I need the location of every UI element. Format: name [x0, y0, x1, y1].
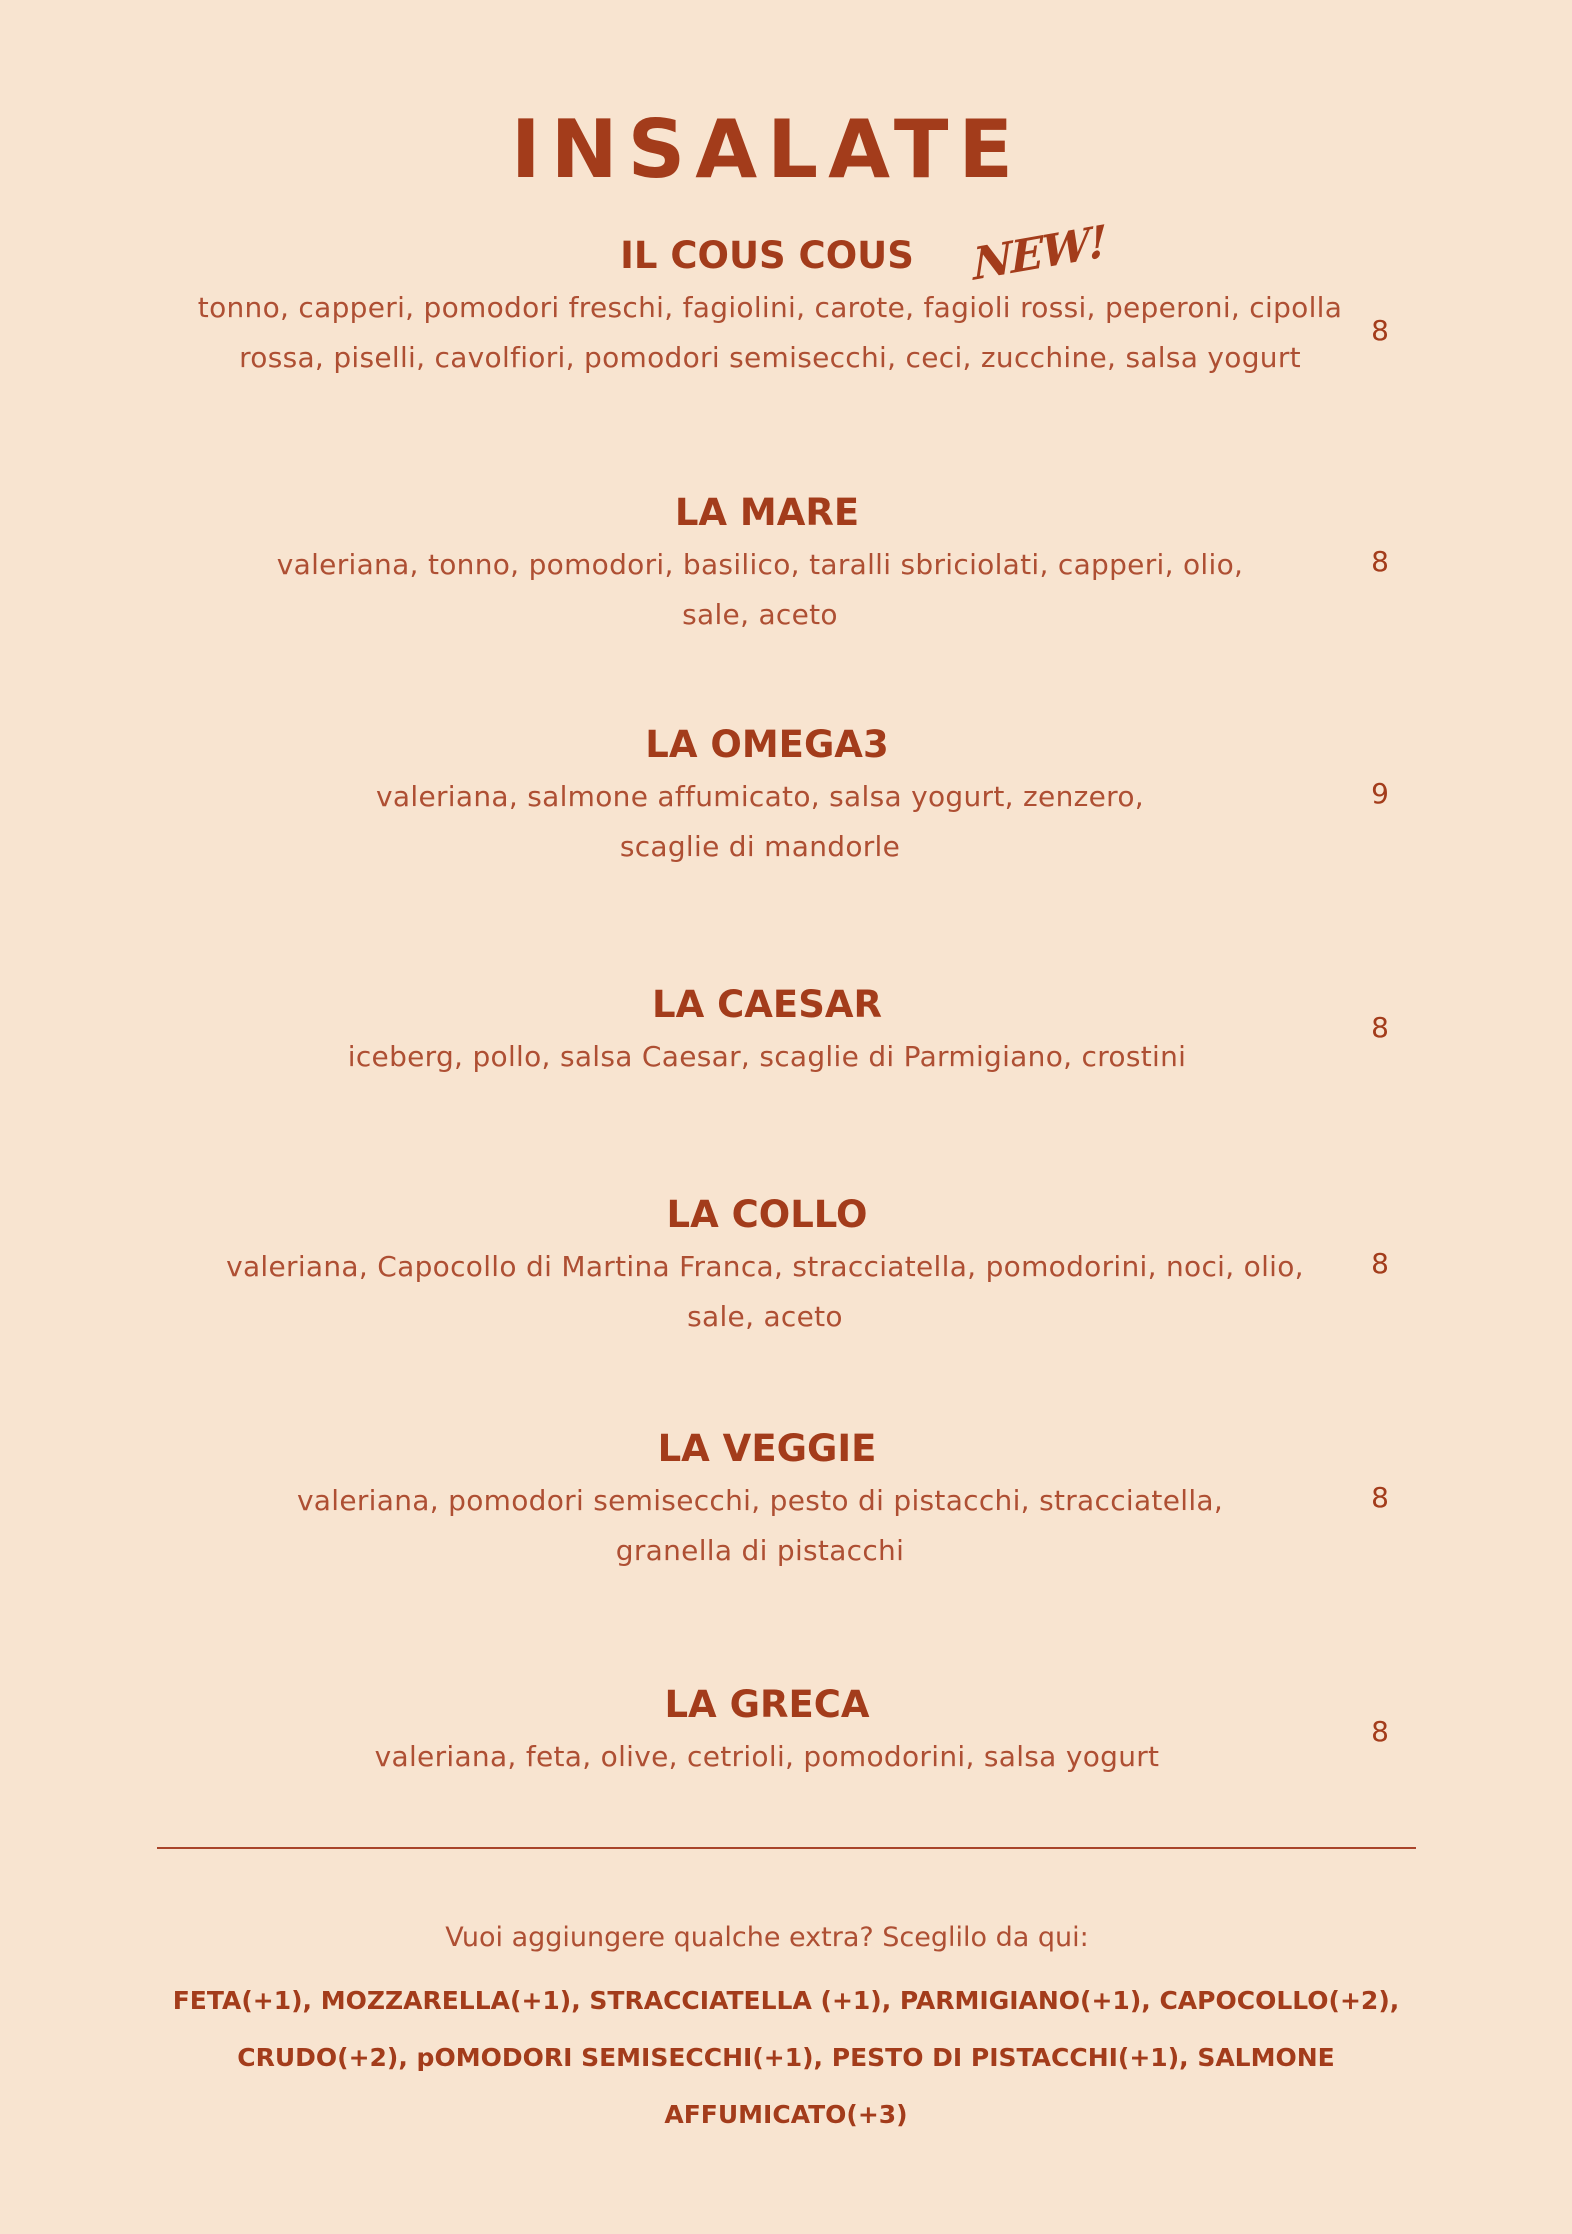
- new-badge: NEW!: [972, 216, 1107, 291]
- item-price: 8: [1371, 545, 1389, 578]
- menu-item-omega3: [0, 722, 1572, 872]
- item-name: LA OMEGA3: [645, 723, 889, 766]
- item-name: LA MARE: [674, 491, 860, 534]
- item-price: 8: [1371, 1715, 1389, 1748]
- item-name: LA COLLO: [666, 1193, 868, 1236]
- item-name: IL COUS COUS: [620, 234, 914, 277]
- item-price: 8: [1371, 1247, 1389, 1280]
- item-description: valeriana, Capocollo di Martina Franca, stracciatella, pomodorini, noci, olio, sale, aceto: [226, 1250, 1304, 1333]
- item-description: tonno, capperi, pomodori freschi, fagiolini, carote, fagioli rossi, peperoni, cipolla rossa, piselli, cavolfiori, pomodori semisecchi, ceci, zucchine, salsa yogurt: [197, 291, 1343, 374]
- menu-item-collo: [0, 1192, 1572, 1342]
- item-price: 8: [1371, 1481, 1389, 1514]
- item-price: 8: [1371, 1011, 1389, 1044]
- menu-item-cous-cous: [0, 233, 1572, 433]
- item-description: valeriana, pomodori semisecchi, pesto di pistacchi, stracciatella, granella di pistacchi: [296, 1484, 1224, 1567]
- item-name: LA GRECA: [664, 1683, 870, 1726]
- page-title: INSALATE: [510, 103, 1024, 196]
- item-description: valeriana, tonno, pomodori, basilico, taralli sbriciolati, capperi, olio, sale, aceto: [276, 548, 1244, 631]
- item-price: 8: [1371, 314, 1389, 347]
- menu-item-veggie: [0, 1426, 1572, 1576]
- menu-item-greca: [0, 1682, 1572, 1792]
- item-description: valeriana, feta, olive, cetrioli, pomodorini, salsa yogurt: [374, 1740, 1160, 1773]
- menu-item-caesar: [0, 982, 1572, 1092]
- item-name: LA VEGGIE: [657, 1427, 877, 1470]
- extras-intro: Vuoi aggiungere qualche extra? Sceglilo da qui:: [445, 1922, 1089, 1953]
- extras-list: FETA(+1), MOZZARELLA(+1), STRACCIATELLA (+1), PARMIGIANO(+1), CAPOCOLLO(+2), CRUDO(+2), pOMODORI SEMISECCHI(+1), PESTO DI PISTACCHI(+1), SALMONE AFFUMICATO(+3): [172, 1986, 1400, 2129]
- section-divider: [157, 1847, 1416, 1849]
- menu-item-mare: [0, 490, 1572, 640]
- item-name: LA CAESAR: [652, 983, 882, 1026]
- item-description: valeriana, salmone affumicato, salsa yogurt, zenzero, scaglie di mandorle: [376, 780, 1144, 863]
- item-price: 9: [1371, 777, 1389, 810]
- item-description: iceberg, pollo, salsa Caesar, scaglie di Parmigiano, crostini: [347, 1040, 1187, 1073]
